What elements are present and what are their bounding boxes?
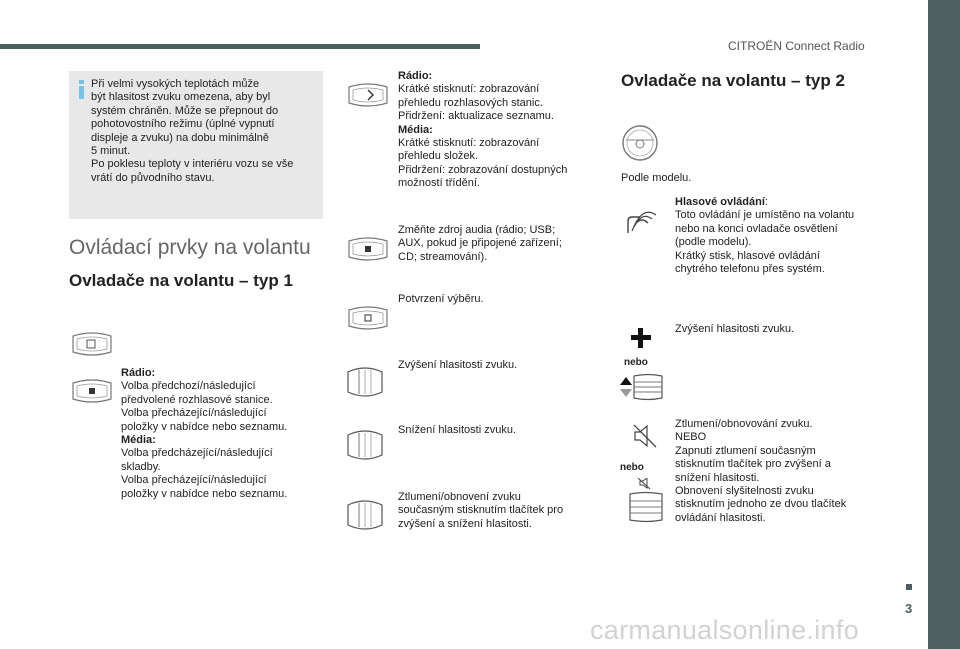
col2-vol-down: Snížení hlasitosti zvuku. bbox=[398, 424, 517, 436]
col2-mute: Ztlumení/obnovení zvuku současným stisknutím tlačítek pro zvýšení a snížení hlasitosti. bbox=[398, 491, 564, 530]
col2-source: Změňte zdroj audia (rádio; USB; AUX, pokud je připojené zařízení; CD; streamování). bbox=[398, 224, 562, 263]
nebo-label: nebo bbox=[620, 462, 644, 473]
end-marker bbox=[906, 584, 912, 590]
steering-wheel-icon bbox=[620, 123, 660, 163]
steering-control-icon bbox=[69, 331, 115, 357]
col3-mute: Ztlumení/obnovování zvuku. NEBO Zapnutí ztlumení současným stisknutím tlačítek pro zvýšení a snížení hlasitosti. Obnovení slyšitelnosti zvuku stisknutím jednoho ze dvou tlačítek ovládání hlasitosti. bbox=[675, 418, 847, 524]
type1-title: Ovladače na volantu – typ 1 bbox=[69, 271, 293, 290]
col2-confirm: Potvrzení výběru. bbox=[398, 293, 484, 305]
col2-vol-up: Zvýšení hlasitosti zvuku. bbox=[398, 359, 518, 371]
steering-control-icon bbox=[69, 378, 115, 404]
scroll-wheel-icon bbox=[345, 362, 385, 402]
mute-icon bbox=[632, 423, 658, 449]
voice-hand-icon bbox=[622, 205, 658, 235]
note-text: Při velmi vysokých teplotách může být hlasitost zvuku omezena, aby byl systém chráněn. Může se přepnout do pohotovostního režimu (úplné vypnutí displeje a zvuku) na dobu minimálně 5 minut. Po poklesu teploty v interiéru vozu se vše vrátí do původního stavu. bbox=[91, 78, 294, 184]
mute-wheel-icon bbox=[628, 478, 664, 524]
scroll-wheel-icon bbox=[345, 495, 385, 535]
brand-header: CITROËN Connect Radio bbox=[728, 39, 865, 53]
scroll-wheel-icon bbox=[345, 425, 385, 465]
col3-voice: Hlasové ovládání: Toto ovládání je umístěno na volantu nebo na konci ovladače osvětlení (podle modelu). Krátký stisk, hlasové ovládání chytrého telefonu přes systém. bbox=[675, 196, 855, 276]
top-accent-bar bbox=[0, 44, 480, 49]
steering-control-icon bbox=[345, 305, 391, 331]
info-note bbox=[69, 71, 323, 219]
watermark: carmanualsonline.info bbox=[590, 615, 859, 645]
steering-control-icon bbox=[345, 236, 391, 262]
info-icon bbox=[79, 80, 84, 99]
col3-model: Podle modelu. bbox=[621, 172, 692, 184]
type2-title: Ovladače na volantu – typ 2 bbox=[621, 71, 845, 90]
col2-radio-media: Rádio: Krátké stisknutí: zobrazování přehledu rozhlasových stanic. Přidržení: aktualizace seznamu. Média: Krátké stisknutí: zobrazování přehledu složek. Přidržení: zobrazování dostupných možností třídění. bbox=[398, 70, 568, 190]
right-side-bar bbox=[928, 0, 960, 649]
col1-text: Rádio: Volba předchozí/následující předvolené rozhlasové stanice. Volba přecházející/následující položky v nabídce nebo seznamu. Média: Volba předcházející/následující skladby. Volba přecházející/následující položky v nabídce nebo seznamu. bbox=[121, 367, 288, 500]
scroll-wheel-icon bbox=[620, 373, 666, 401]
plus-icon bbox=[630, 327, 652, 349]
page-number: 3 bbox=[905, 601, 913, 616]
col3-vol-up: Zvýšení hlasitosti zvuku. bbox=[675, 323, 795, 335]
steering-control-icon bbox=[345, 82, 391, 108]
nebo-label: nebo bbox=[624, 357, 648, 368]
section-title: Ovládací prvky na volantu bbox=[69, 236, 311, 259]
